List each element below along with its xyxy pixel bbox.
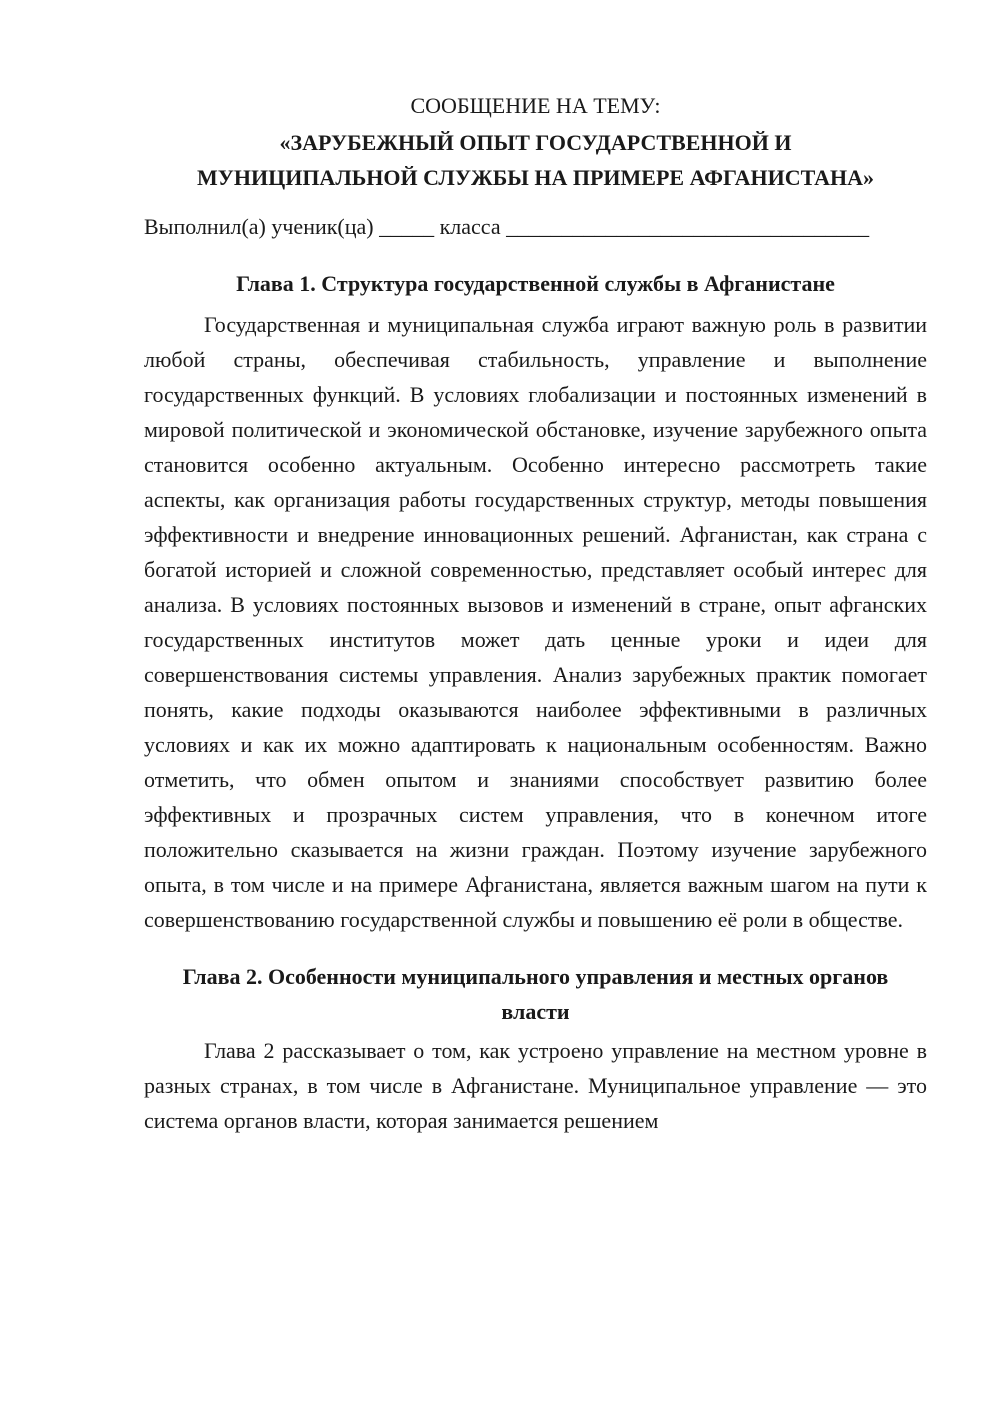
- document-title: [144, 125, 927, 195]
- chapter-2-heading: [144, 959, 927, 1029]
- author-line: Выполнил(а) ученик(ца) _____ класса _________________________________: [144, 214, 870, 239]
- chapter-2-heading-line-2: власти: [501, 999, 570, 1024]
- chapter-2-paragraph: Глава 2 рассказывает о том, как устроено управление на местном уровне в разных странах, в том числе в Афганистане. Муниципальное управление — это система органов власти, которая занимается решением: [144, 1038, 927, 1133]
- chapter-1-paragraph: Государственная и муниципальная служба играют важную роль в развитии любой страны, обеспечивая стабильность, управление и выполнение государственных функций. В условиях глобализации и постоянных изменений в мировой политической и экономической обстановке, изучение зарубежного опыта становится особенно актуальным. Особенно интересно рассмотреть такие аспекты, как организация работы государственных структур, методы повышения эффективности и внедрение инновационных решений. Афганистан, как страна с богатой историей и сложной современностью, представляет особый интерес для анализа. В условиях постоянных вызовов и изменений в стране, опыт афганских государственных институтов может дать ценные уроки и идеи для совершенствования системы управления. Анализ зарубежных практик помогает понять, какие подходы оказываются наиболее эффективными в различных условиях и как их можно адаптировать к национальным особенностям. Важно отметить, что обмен опытом и знаниями способствует развитию более эффективных и прозрачных систем управления, что в конечном итоге положительно сказывается на жизни граждан. Поэтому изучение зарубежного опыта, в том числе и на примере Афганистана, является важным шагом на пути к совершенствованию государственной службы и повышению её роли в обществе.: [144, 312, 927, 932]
- chapter-2-heading-line-1: Глава 2. Особенности муниципального управления и местных органов: [182, 964, 889, 989]
- document-title-line-2: МУНИЦИПАЛЬНОЙ СЛУЖБЫ НА ПРИМЕРЕ АФГАНИСТАНА»: [196, 165, 875, 190]
- document-title-line-1: «ЗАРУБЕЖНЫЙ ОПЫТ ГОСУДАРСТВЕННОЙ И: [279, 130, 792, 155]
- document-page: [144, 88, 927, 1138]
- document-kind: СООБЩЕНИЕ НА ТЕМУ:: [410, 93, 661, 118]
- chapter-1-heading: Глава 1. Структура государственной службы в Афганистане: [236, 271, 835, 296]
